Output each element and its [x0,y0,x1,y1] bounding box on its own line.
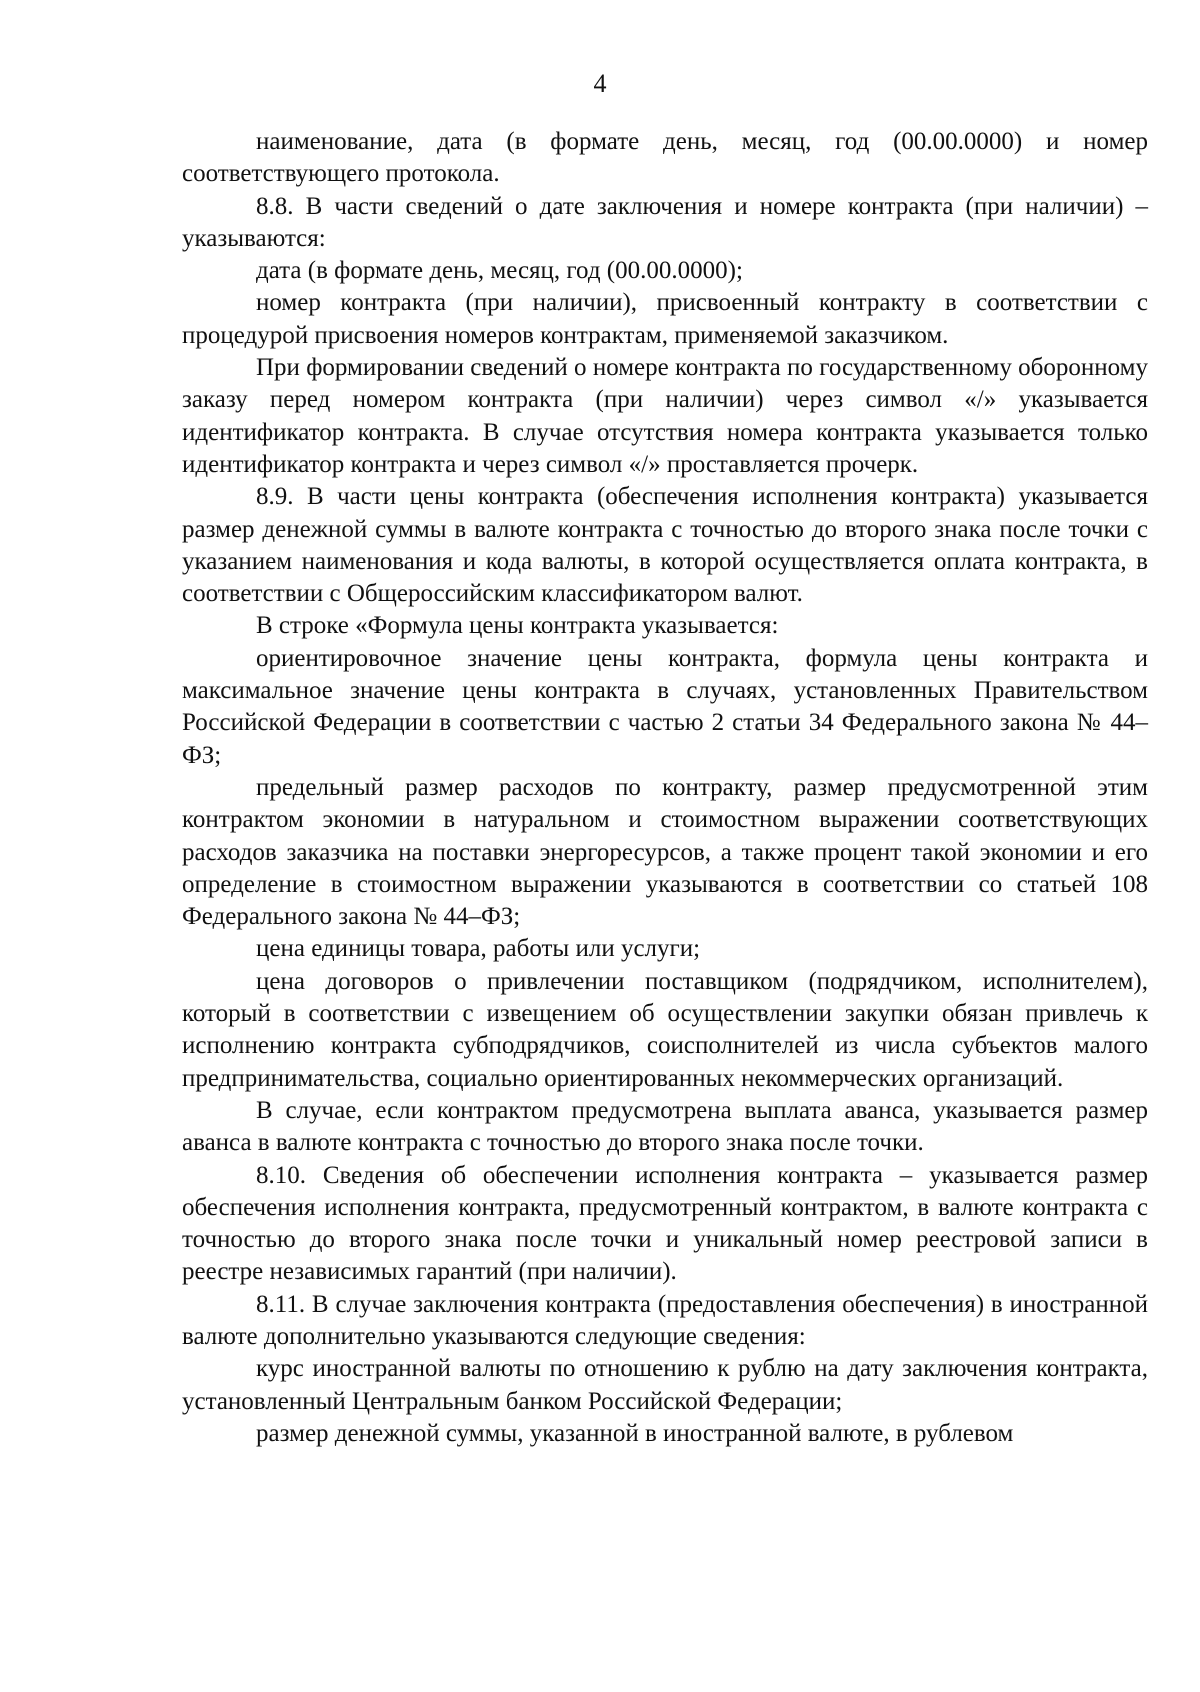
paragraph-exchange-rate: курс иностранной валюты по отношению к рублю на дату заключения контракта, установленный Центральным банком Российской Федерации; [182,1355,1148,1415]
document-body [182,126,1148,1450]
paragraph-defense-order-identifier: При формировании сведений о номере контракта по государственному оборонному заказу перед номером контракта (при наличии) через символ «/» указывается идентификатор контракта. В случае отсутствия номера контракта указывается только идентификатор контракта и через символ «/» проставляется прочерк. [182,354,1148,478]
paragraph-8-8-contract-date-number: 8.8. В части сведений о дате заключения и номере контракта (при наличии) – указываются: [182,192,1148,252]
paragraph-8-9-contract-price: 8.9. В части цены контракта (обеспечения исполнения контракта) указывается размер денежной суммы в валюте контракта с точностью до второго знака после точки с указанием наименования и кода валюты, в которой осуществляется оплата контракта, в соответствии с Общероссийским классификатором валют. [182,483,1148,608]
paragraph-unit-price: цена единицы товара, работы или услуги; [256,935,701,963]
paragraph-contract-number: номер контракта (при наличии), присвоенный контракту в соответствии с процедурой присвоения номеров контрактам, применяемой заказчиком. [182,289,1148,349]
paragraph-advance-payment: В случае, если контрактом предусмотрена выплата аванса, указывается размер аванса в валюте контракта с точностью до второго знака после точки. [182,1096,1148,1157]
paragraph-date-format: дата (в формате день, месяц, год (00.00.0000); [256,257,743,285]
paragraph-8-10-performance-security: 8.10. Сведения об обеспечении исполнения контракта – указывается размер обеспечения исполнения контракта, предусмотренный контрактом, в валюте контракта с точностью до второго знака после точки и уникальный номер реестровой записи в реестре независимых гарантий (при наличии). [182,1161,1148,1286]
paragraph-price-formula-line: В строке «Формула цены контракта указывается: [256,612,779,640]
paragraph-ruble-equivalent: размер денежной суммы, указанной в иностранной валюте, в рублевом [256,1419,1014,1447]
paragraph-protocol-name: наименование, дата (в формате день, месяц, год (00.00.0000) и номер соответствующего протокола. [182,128,1148,188]
paragraph-approximate-price: ориентировочное значение цены контракта, формула цены контракта и максимальное значение цены контракта в случаях, установленных Правительством Российской Федерации в соответствии с частью 2 статьи 34 Федерального закона № 44–ФЗ; [182,644,1148,769]
paragraph-expense-limit: предельный размер расходов по контракту, размер предусмотренной этим контрактом экономии в натуральном и стоимостном выражении соответствующих расходов заказчика на поставки энергоресурсов, а также процент такой экономии и его определение в стоимостном выражении указываются в соответствии со статьей 108 Федерального закона № 44–ФЗ; [182,773,1148,931]
paragraph-8-11-foreign-currency: 8.11. В случае заключения контракта (предоставления обеспечения) в иностранной валюте дополнительно указываются следующие сведения: [182,1290,1148,1350]
page-number: 4 [593,69,607,98]
paragraph-subcontract-price: цена договоров о привлечении поставщиком (подрядчиком, исполнителем), который в соответствии с извещением об осуществлении закупки обязан привлечь к исполнению контракта субподрядчиков, соисполнителей из числа субъектов малого предпринимательства, социально ориентированных некоммерческих организаций. [182,967,1148,1092]
